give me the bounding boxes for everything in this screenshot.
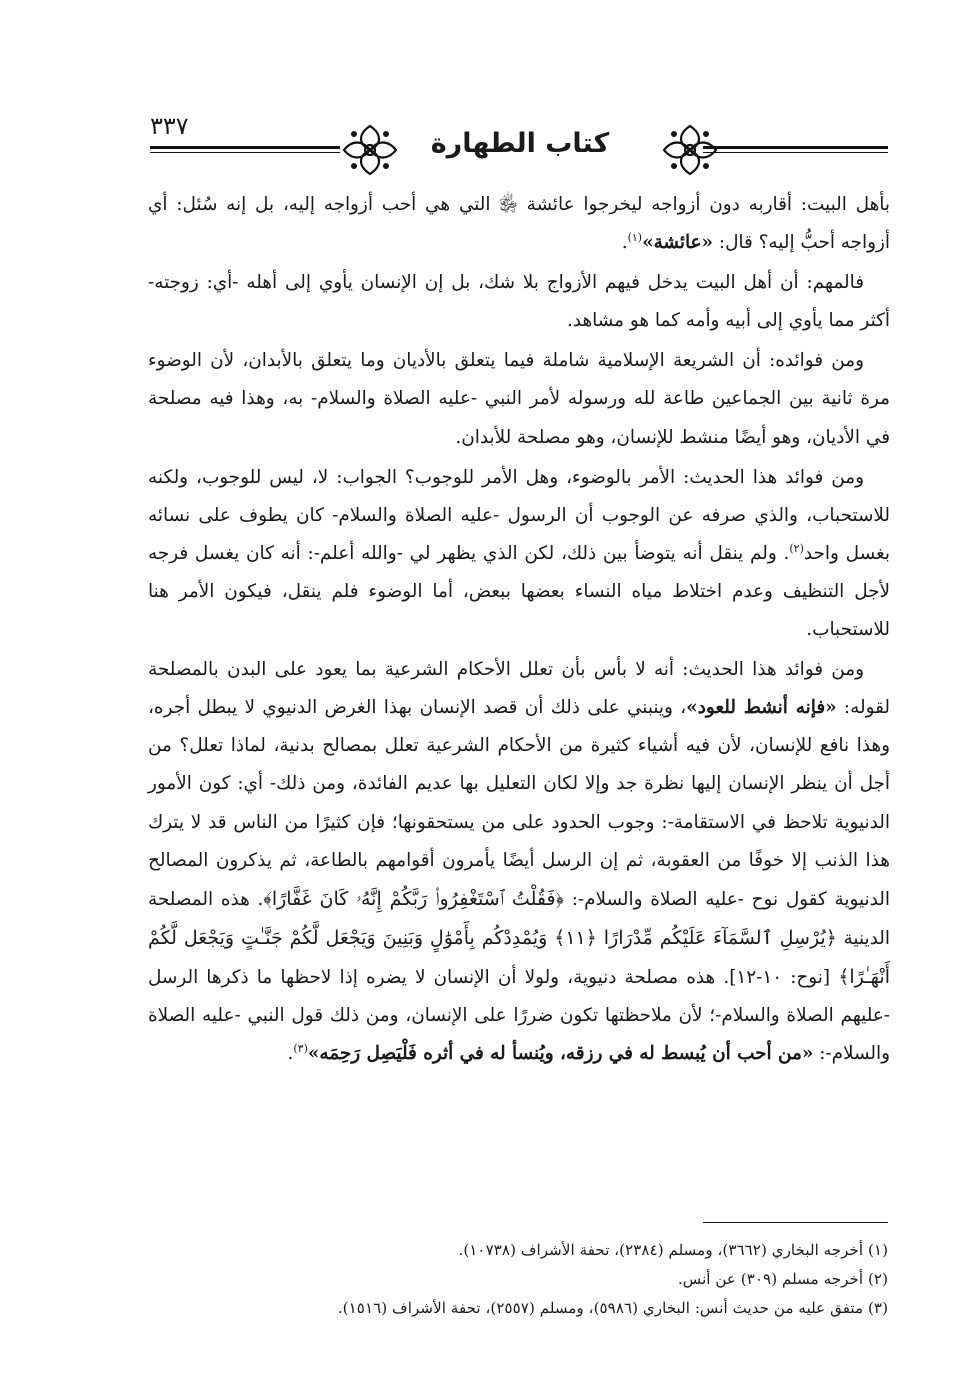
paragraph-3: ومن فوائده: أن الشريعة الإسلامية شاملة فيما يتعلق بالأديان وما يتعلق بالأبدان، لأن الوضوء مرة ثانية بين الجماعين طاعة لله ورسوله لأمر النبي -عليه الصلاة والسلام- به، وهذا فيه مصلحة في الأديان، وهو أيضًا منشط للإنسان، وهو مصلحة للأبدان.	[148, 350, 890, 448]
paragraph-5-text: ومن فوائد هذا الحديث: أنه لا بأس بأن تعلل الأحكام الشرعية بما يعود على البدن بالمصلحة لقوله:	[148, 659, 891, 719]
paragraph-4-text: ومن فوائد هذا الحديث: الأمر بالوضوء، وهل الأمر للوجوب؟ الجواب: لا، ليس للوجوب، ولكنه للاستحباب، والذي صرفه عن الوجوب أن الرسول -عليه الصلاة والسلام- كان يطوف على نسائه بغسل واحد	[148, 466, 890, 564]
footnote-ref-2[interactable]: (٢)	[789, 541, 804, 555]
header-rule-left	[150, 146, 340, 153]
footnote-3: (٣) متفق عليه من حديث أنس: البخاري (٥٩٨٦)، ومسلم (٢٥٥٧)، تحفة الأشراف (١٥١٦).	[337, 1299, 888, 1317]
paragraph-2: فالمهم: أن أهل البيت يدخل فيهم الأزواج بلا شك، بل إن الإنسان يأوي إلى أهله -أي: زوجته- أكثر مما يأوي إلى أبيه وأمه كما هو مشاهد.	[148, 272, 890, 332]
footnote-1: (١) أخرجه البخاري (٣٦٦٢)، ومسلم (٢٣٨٤)، تحفة الأشراف (١٠٧٣٨).	[458, 1241, 888, 1259]
ornament-left-icon	[340, 122, 400, 178]
footnote-divider	[703, 1222, 888, 1223]
main-text	[148, 186, 890, 1075]
paragraph-5-tail: . هذه مصلحة دنيوية، ولولا أن الإنسان لا يضره إذا لاحظها ما ذكرها الرسل -عليهم الصلاة والسلام-؛ لأن ملاحظتها تكون ضررًا على الإنسان، ومن ذلك قول النبي -عليه الصلاة والسلام-:	[148, 966, 890, 1065]
footnote-ref-3[interactable]: (٣)	[293, 1041, 308, 1055]
paragraph-5-mid: . هذه المصلحة الدينية	[148, 888, 890, 949]
quran-verse-1: ﴿فَقُلْتُ ٱسْتَغْفِرُوا۟ رَبَّكُمْ إِنَّهُۥ كَانَ غَفَّارًا﴾	[263, 887, 564, 910]
page-title: كتاب الطهارة	[430, 128, 610, 159]
paragraph-4	[148, 459, 890, 649]
paragraph-5-continued: ، وينبني على ذلك أن قصد الإنسان بهذا الغرض الدنيوي لا يبطل أجره، وهذا نافع للإنسان، لأن فيه أشياء كثيرة من الأحكام الشرعية تعلل بمصالح بدنية، لماذا تعلل؟ من أجل أن ينظر الإنسان إليها نظرة جد وإلا لكان التعليل بها عديم الفائدة، ومن ذلك- أي: كون الأمور الدنيوية تلاحظ في الاستقامة-: وجوب الحدود على من يستحقونها؛ فإن كثيرًا من الناس قد لا يترك هذا الذنب إلا خوفًا من العقوبة، ثم إن الرسل أيضًا يأمرون أقوامهم بالطاعة، ثم يذكرون المصالح الدنيوية كقول نوح -عليه الصلاة والسلام-:	[148, 697, 890, 910]
hadith-quote-aisha: «عائشة»	[642, 232, 714, 254]
footnote-2: (٢) أخرجه مسلم (٣٠٩) عن أنس.	[677, 1270, 888, 1288]
hadith-quote-energy: «فإنه أنشط للعود»	[686, 697, 837, 719]
paragraph-1-text: بأهل البيت: أقاربه دون أزواجه ليخرجوا عائشة ﵂ التي هي أحب أزواجه إليه، بل إنه سُئل: أي أزواجه أحبُّ إليه؟ قال:	[148, 194, 890, 254]
header-rule-right	[703, 146, 888, 153]
paragraph-1	[148, 186, 890, 262]
paragraph-4-end: . ولم ينقل أنه يتوضأ بين ذلك، لكن الذي يظهر لي -والله أعلم-: أنه كان يغسل فرجه لأجل التنظيف وعدم اختلاط مياه النساء بعضها ببعض، أما الوضوء فلم ينقل، فيكون الأمر هنا للاستحباب.	[148, 542, 890, 641]
paragraph-1-end: .	[621, 232, 628, 254]
page-header	[150, 112, 888, 182]
quran-verse-2: ﴿يُرْسِلِ ٱلسَّمَآءَ عَلَيْكُم مِّدْرَارًا ﴿١١﴾ وَيُمْدِدْكُم بِأَمْوَٰلٍ وَبَنِينَ وَيَجْعَل لَّكُمْ جَنَّـٰتٍ وَيَجْعَل لَّكُمْ أَنْهَـٰرًا﴾	[148, 926, 890, 988]
footnotes	[188, 1236, 888, 1323]
footnote-ref-1[interactable]: (١)	[627, 230, 643, 244]
paragraph-5-final: .	[287, 1043, 294, 1065]
page-number: ٣٣٧	[150, 112, 189, 140]
quran-verse-reference: [نوح: ١٠-١٢]	[729, 966, 839, 988]
hadith-quote-kinship: «من أحب أن يُبسط له في رزقه، ويُنسأ له في أثره فَلْيَصِل رَحِمَه»	[307, 1043, 814, 1065]
paragraph-5	[148, 651, 890, 1073]
